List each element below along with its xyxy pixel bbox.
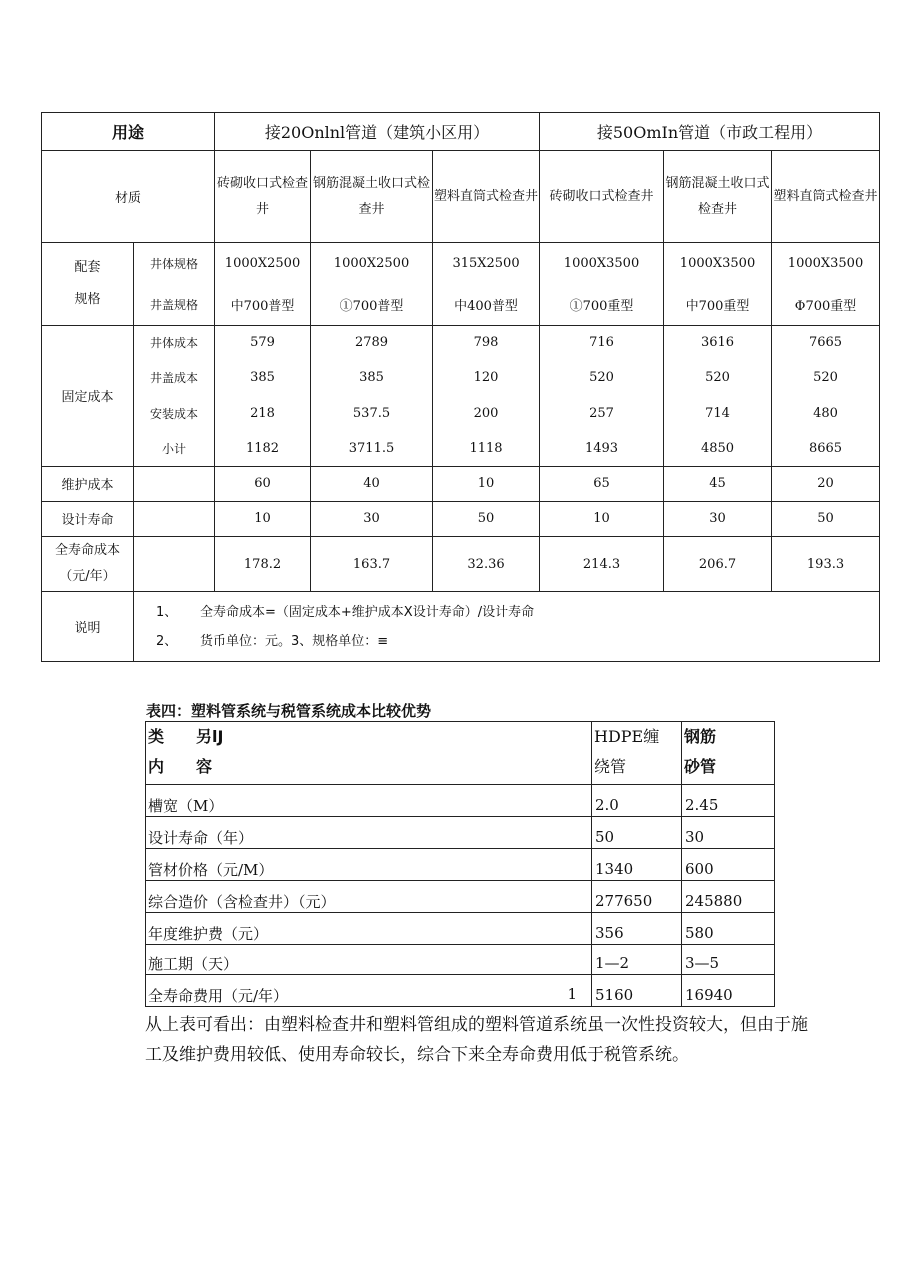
cover-cost-cell: 520 (540, 360, 664, 395)
life-cell: 10 (540, 501, 664, 536)
hdpe-value: 277650 (592, 881, 682, 913)
concrete-header (682, 722, 775, 785)
body-spec-cell: 315X2500 (433, 242, 540, 283)
row-label: 综合造价（含检查井）（元） (146, 881, 592, 913)
hdpe-value: 1340 (592, 849, 682, 881)
install-cost-label: 安装成本 (134, 396, 215, 431)
material-cell: 砖砌收口式检查井 (540, 151, 664, 243)
note2-text: 货币单位：元。3、规格单位：≡ (200, 633, 389, 649)
usage-header: 用途 (42, 113, 215, 151)
maint-cell: 10 (433, 466, 540, 501)
life-label: 设计寿命 (42, 501, 134, 536)
cover-spec-cell: 中700重型 (664, 284, 772, 325)
note-label: 说明 (42, 592, 134, 662)
group2-header: 接50OmIn管道（市政工程用） (540, 113, 880, 151)
material-cell: 塑料直筒式检查井 (772, 151, 880, 243)
table4-caption: 表四：塑料管系统与税管系统成本比较优势 (146, 702, 432, 720)
group1-header: 接20Onlnl管道（建筑小区用） (215, 113, 540, 151)
spec-label-line1: 配套 (74, 259, 101, 275)
spec-label (42, 242, 134, 325)
hdpe-header-line1: HDPE缠 (594, 727, 660, 746)
row-label: 设计寿命（年） (146, 817, 592, 849)
fixed-cost-label: 固定成本 (42, 325, 134, 466)
cover-spec-cell: 中400普型 (433, 284, 540, 325)
maint-cell: 45 (664, 466, 772, 501)
concrete-value: 580 (682, 913, 775, 945)
lifecycle-label (42, 537, 134, 592)
subtotal-cell: 4850 (664, 431, 772, 466)
cost-comparison-table (41, 112, 880, 662)
material-label: 材质 (42, 151, 215, 243)
maint-cell: 65 (540, 466, 664, 501)
concrete-value: 3—5 (682, 945, 775, 975)
cover-spec-cell: Φ700重型 (772, 284, 880, 325)
concrete-header-line1: 钢筋 (684, 727, 717, 746)
cover-spec-cell: 中700普型 (215, 284, 311, 325)
concrete-value: 30 (682, 817, 775, 849)
body-cost-cell: 716 (540, 325, 664, 360)
subtotal-cell: 1493 (540, 431, 664, 466)
row-label: 管材价格（元/M） (146, 849, 592, 881)
concrete-value: 245880 (682, 881, 775, 913)
body-cost-cell: 7665 (772, 325, 880, 360)
maint-cell: 40 (311, 466, 433, 501)
row-label-text: 全寿命费用（元/年） (148, 987, 289, 1005)
maint-cell: 60 (215, 466, 311, 501)
body-spec-cell: 1000X3500 (664, 242, 772, 283)
material-cell: 钢筋混凝土收口式检查井 (311, 151, 433, 243)
install-cost-cell: 714 (664, 396, 772, 431)
cover-cost-cell: 120 (433, 360, 540, 395)
empty-cell (134, 501, 215, 536)
pipe-system-comparison-table (145, 721, 775, 1007)
maint-cell: 20 (772, 466, 880, 501)
material-cell: 砖砌收口式检查井 (215, 151, 311, 243)
category-header-line1: 类 另lJ (148, 727, 224, 746)
concrete-value: 16940 (682, 975, 775, 1007)
hdpe-value: 356 (592, 913, 682, 945)
lifecycle-label-line2: （元/年） (59, 569, 116, 585)
note1-text: 全寿命成本=（固定成本+维护成本X设计寿命）/设计寿命 (200, 604, 535, 620)
cover-cost-label: 井盖成本 (134, 360, 215, 395)
hdpe-header (592, 722, 682, 785)
install-cost-cell: 480 (772, 396, 880, 431)
life-cell: 30 (664, 501, 772, 536)
hdpe-header-line2: 绕管 (594, 757, 627, 776)
cover-cost-cell: 520 (664, 360, 772, 395)
life-cell: 30 (311, 501, 433, 536)
install-cost-cell: 257 (540, 396, 664, 431)
note1-number: 1、 (156, 604, 178, 620)
install-cost-cell: 537.5 (311, 396, 433, 431)
category-header (146, 722, 592, 785)
category-header-line2: 内 容 (148, 757, 213, 776)
concrete-value: 2.45 (682, 785, 775, 817)
subtotal-cell: 1118 (433, 431, 540, 466)
body-cost-cell: 2789 (311, 325, 433, 360)
life-cell: 50 (433, 501, 540, 536)
conclusion-paragraph (145, 1010, 915, 1070)
paragraph-line-2: 工及维护费用较低、使用寿命较长，综合下来全寿命费用低于税管系统。 (145, 1045, 689, 1065)
cover-cost-cell: 520 (772, 360, 880, 395)
cover-cost-cell: 385 (215, 360, 311, 395)
hdpe-value: 1—2 (592, 945, 682, 975)
hdpe-value: 2.0 (592, 785, 682, 817)
cover-spec-cell: ①700普型 (311, 284, 433, 325)
empty-cell (134, 466, 215, 501)
empty-cell (134, 537, 215, 592)
body-spec-cell: 1000X3500 (540, 242, 664, 283)
install-cost-cell: 218 (215, 396, 311, 431)
hdpe-value: 5160 (592, 975, 682, 1007)
body-spec-cell: 1000X2500 (311, 242, 433, 283)
row-label: 年度维护费（元） (146, 913, 592, 945)
hdpe-value: 50 (592, 817, 682, 849)
lifecycle-cell: 178.2 (215, 537, 311, 592)
body-spec-cell: 1000X2500 (215, 242, 311, 283)
body-cost-cell: 798 (433, 325, 540, 360)
spec-label-line2: 规格 (74, 291, 101, 307)
row-label (146, 975, 592, 1007)
row-label: 槽宽（M） (146, 785, 592, 817)
subtotal-cell: 8665 (772, 431, 880, 466)
paragraph-line-1: 从上表可看出：由塑料检查井和塑料管组成的塑料管道系统虽一次性投资较大，但由于施 (145, 1015, 808, 1035)
lifecycle-cell: 163.7 (311, 537, 433, 592)
cover-cost-cell: 385 (311, 360, 433, 395)
material-cell: 塑料直筒式检查井 (433, 151, 540, 243)
lifecycle-label-line1: 全寿命成本 (54, 543, 120, 559)
body-cost-label: 井体成本 (134, 325, 215, 360)
concrete-value: 600 (682, 849, 775, 881)
note2-number: 2、 (156, 633, 178, 649)
install-cost-cell: 200 (433, 396, 540, 431)
body-spec-label: 井体规格 (134, 242, 215, 283)
material-cell: 钢筋混凝土收口式检查井 (664, 151, 772, 243)
body-cost-cell: 3616 (664, 325, 772, 360)
subtotal-label: 小计 (134, 431, 215, 466)
lifecycle-cell: 193.3 (772, 537, 880, 592)
subtotal-cell: 1182 (215, 431, 311, 466)
note-cell (134, 592, 880, 662)
lifecycle-cell: 32.36 (433, 537, 540, 592)
lifecycle-cell: 206.7 (664, 537, 772, 592)
life-cell: 50 (772, 501, 880, 536)
concrete-header-line2: 砂管 (684, 757, 717, 776)
lifecycle-cell: 214.3 (540, 537, 664, 592)
life-cell: 10 (215, 501, 311, 536)
body-cost-cell: 579 (215, 325, 311, 360)
row-mark: 1 (567, 985, 577, 1003)
body-spec-cell: 1000X3500 (772, 242, 880, 283)
subtotal-cell: 3711.5 (311, 431, 433, 466)
cover-spec-label: 井盖规格 (134, 284, 215, 325)
cover-spec-cell: ①700重型 (540, 284, 664, 325)
maint-label: 维护成本 (42, 466, 134, 501)
row-label: 施工期（天） (146, 945, 592, 975)
